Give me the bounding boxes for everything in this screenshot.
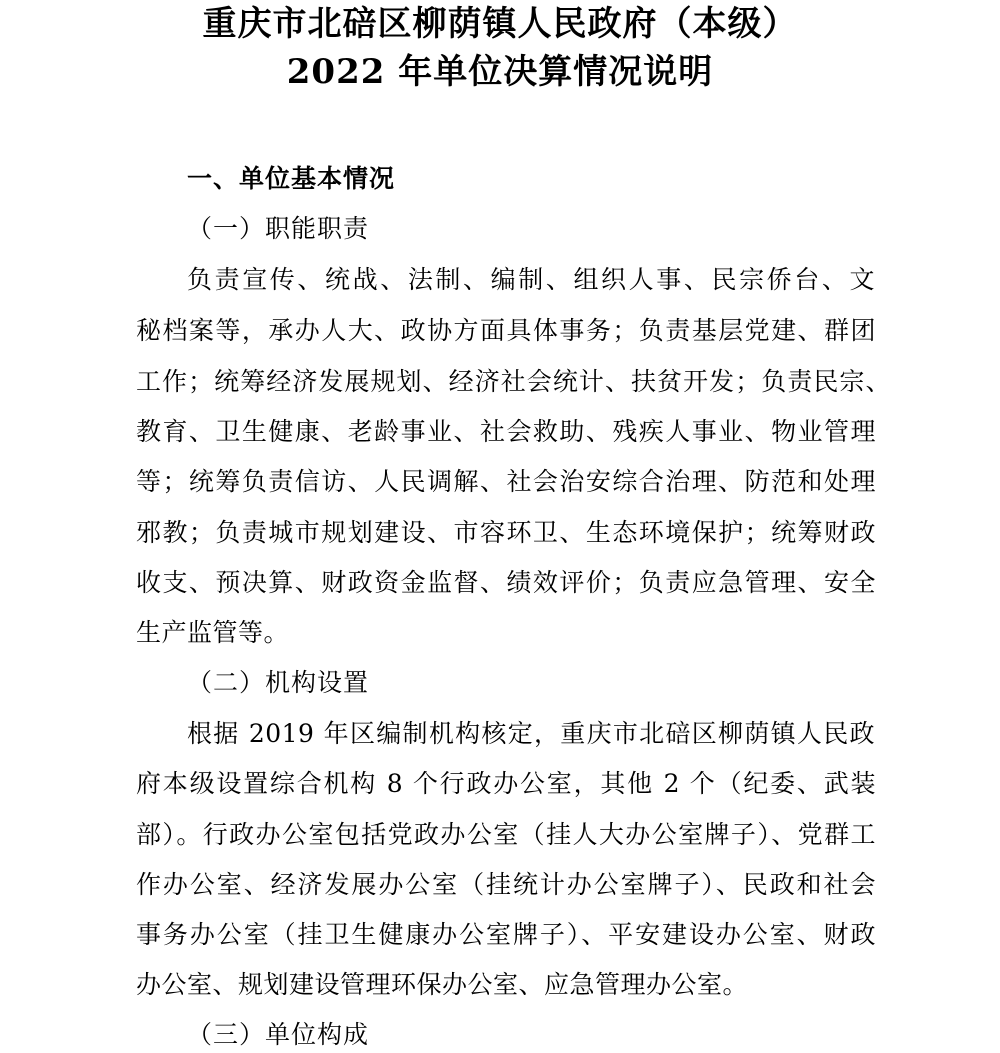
paragraph-line: 部）。行政办公室包括党政办公室（挂人大办公室牌子）、党群工 <box>136 820 876 849</box>
paragraph-line: 事务办公室（挂卫生健康办公室牌子）、平安建设办公室、财政 <box>136 920 876 949</box>
paragraph-line: 府本级设置综合机构 8 个行政办公室，其他 2 个（纪委、武装 <box>136 769 876 798</box>
paragraph-line: 作办公室、经济发展办公室（挂统计办公室牌子）、民政和社会 <box>136 870 876 899</box>
subsection-heading-composition: （三）单位构成 <box>187 1020 370 1049</box>
paragraph-line: 秘档案等，承办人大、政协方面具体事务；负责基层党建、群团 <box>136 316 876 345</box>
paragraph-line: 收支、预决算、财政资金监督、绩效评价；负责应急管理、安全 <box>136 568 876 597</box>
paragraph-line: 工作；统筹经济发展规划、经济社会统计、扶贫开发；负责民宗、 <box>136 367 891 396</box>
paragraph-line: 等；统筹负责信访、人民调解、社会治安综合治理、防范和处理 <box>136 467 876 496</box>
subsection-heading-organization: （二）机构设置 <box>187 668 370 697</box>
section-heading-basic-info: 一、单位基本情况 <box>187 164 396 193</box>
subsection-heading-functions: （一）职能职责 <box>187 214 370 243</box>
paragraph-line: 教育、卫生健康、老龄事业、社会救助、残疾人事业、物业管理 <box>136 417 876 446</box>
paragraph-line: 办公室、规划建设管理环保办公室、应急管理办公室。 <box>136 970 749 999</box>
paragraph-line: 负责宣传、统战、法制、编制、组织人事、民宗侨台、文 <box>187 265 875 294</box>
paragraph-line: 生产监管等。 <box>136 618 290 647</box>
paragraph-line: 根据 2019 年区编制机构核定，重庆市北碚区柳荫镇人民政 <box>187 719 875 748</box>
paragraph-line: 邪教；负责城市规划建设、市容环卫、生态环境保护；统筹财政 <box>136 518 876 547</box>
document-title-line-2: 2022 年单位决算情况说明 <box>286 52 714 92</box>
document-title-line-1: 重庆市北碚区柳荫镇人民政府（本级） <box>202 4 798 44</box>
